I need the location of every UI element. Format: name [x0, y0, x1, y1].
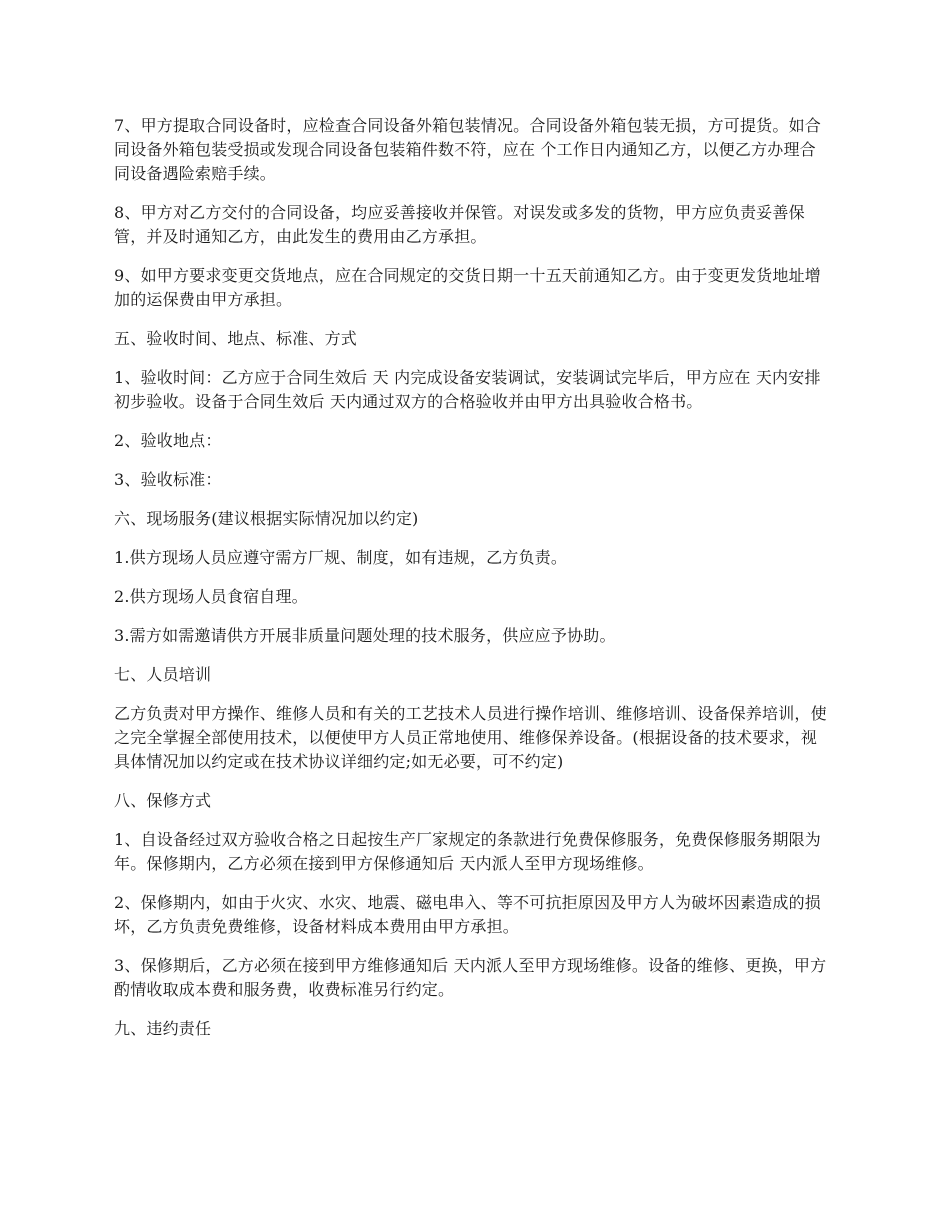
paragraph-clause-7: 7、甲方提取合同设备时，应检查合同设备外箱包装情况。合同设备外箱包装无损，方可提货。如合同设备外箱包装受损或发现合同设备包装箱件数不符，应在 个工作日内通知乙方，以便乙方办理合同设备遇险索赔手续。	[114, 116, 821, 183]
paragraph-warranty-3: 3、保修期后，乙方必须在接到甲方维修通知后 天内派人至甲方现场维修。设备的维修、更换，甲方酌情收取成本费和服务费，收费标准另行约定。	[114, 956, 827, 999]
section-heading-warranty: 八、保修方式	[114, 791, 212, 810]
section-heading-acceptance: 五、验收时间、地点、标准、方式	[114, 329, 358, 348]
section-heading-liability: 九、违约责任	[114, 1019, 212, 1038]
paragraph-acceptance-location: 2、验收地点：	[114, 431, 222, 450]
paragraph-clause-9: 9、如甲方要求变更交货地点，应在合同规定的交货日期一十五天前通知乙方。由于变更发货地址增加的运保费由甲方承担。	[114, 266, 821, 309]
paragraph-onsite-2: 2.供方现场人员食宿自理。	[114, 587, 308, 606]
section-heading-onsite-service: 六、现场服务(建议根据实际情况加以约定)	[114, 509, 419, 528]
paragraph-acceptance-time: 1、验收时间：乙方应于合同生效后 天 内完成设备安装调试，安装调试完毕后，甲方应在 天内安排初步验收。设备于合同生效后 天内通过双方的合格验收并由甲方出具验收合格书。	[114, 368, 821, 411]
paragraph-warranty-2: 2、保修期内，如由于火灾、水灾、地震、磁电串入、等不可抗拒原因及甲方人为破坏因素造成的损坏，乙方负责免费维修，设备材料成本费用由甲方承担。	[114, 893, 821, 936]
paragraph-onsite-3: 3.需方如需邀请供方开展非质量问题处理的技术服务，供应应予协助。	[114, 626, 616, 645]
paragraph-training: 乙方负责对甲方操作、维修人员和有关的工艺技术人员进行操作培训、维修培训、设备保养培训，使之完全掌握全部使用技术，以便使甲方人员正常地使用、维修保养设备。(根据设备的技术要求，视具体情况加以约定或在技术协议详细约定;如无必要，可不约定)	[114, 704, 827, 771]
paragraph-clause-8: 8、甲方对乙方交付的合同设备，均应妥善接收并保管。对误发或多发的货物，甲方应负责妥善保管，并及时通知乙方，由此发生的费用由乙方承担。	[114, 203, 805, 246]
paragraph-onsite-1: 1.供方现场人员应遵守需方厂规、制度，如有违规，乙方负责。	[114, 548, 568, 567]
paragraph-acceptance-standard: 3、验收标准：	[114, 470, 222, 489]
section-heading-training: 七、人员培训	[114, 665, 212, 684]
paragraph-warranty-1: 1、自设备经过双方验收合格之日起按生产厂家规定的条款进行免费保修服务，免费保修服务期限为 年。保修期内，乙方必须在接到甲方保修通知后 天内派人至甲方现场维修。	[114, 830, 821, 873]
